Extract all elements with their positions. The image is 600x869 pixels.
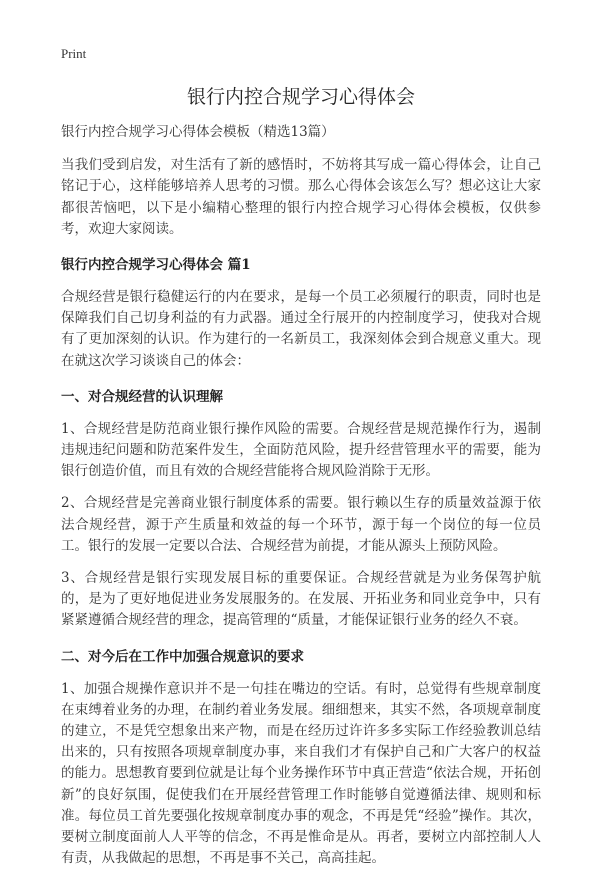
- section-heading-1: 一、对合规经营的认识理解: [61, 388, 223, 405]
- section-heading-2: 二、对今后在工作中加强合规意识的要求: [61, 648, 304, 665]
- section2-paragraph-1: 1、加强合规操作意识并不是一句挂在嘴边的空话。有时，总觉得有些规章制度在束缚着业务的办理，在制约着业务发展。细细想来，其实不然，各项规章制度的建立，不是凭空想象出来产物，而是在经历过许许多多实际工作经验教训总结出来的，只有按照各项规章制度办事，来自我们才有保护自己和广大客户的权益的能力。思想教育要到位就是让每个业务操作环节中真正营造“依法合规，开拓创新”的良好氛围，促使我们在开展经营管理工作时能够自觉遵循法律、规则和标准。每位员工首先要强化按规章制度办事的观念，不再是凭“经验”操作。其次，要树立制度面前人人平等的信念，不再是惟命是从。再者，要树立内部控制人人有责，从我做起的思想，不再是事不关己，高高挂起。: [61, 680, 541, 867]
- document-body: [61, 84, 541, 869]
- print-link[interactable]: Print: [61, 46, 87, 61]
- section1-paragraph-3: 3、合规经营是银行实现发展目标的重要保证。合规经营就是为业务保驾护航的，是为了更好地促进业务发展服务的。在发展、开拓业务和同业竞争中，只有紧紧遵循合规经营的理念，提高管理的“质量，才能保证银行业务的经久不衰。: [61, 570, 541, 629]
- section1-paragraph-2: 2、合规经营是完善商业银行制度体系的需要。银行赖以生存的质量效益源于依法合规经营，源于产生质量和效益的每一个环节，源于每一个岗位的每一位员工。银行的发展一定要以合法、合规经营为前提，才能从源头上预防风险。: [61, 495, 541, 554]
- document-title: 银行内控合规学习心得体会: [186, 86, 415, 108]
- article-heading: 银行内控合规学习心得体会 篇1: [61, 257, 251, 274]
- document-subtitle: 银行内控合规学习心得体会模板（精选13篇）: [61, 124, 335, 140]
- article-intro-paragraph: 合规经营是银行稳健运行的内在要求，是每一个员工必须履行的职责，同时也是保障我们自己切身利益的有力武器。通过全行展开的内控制度学习，使我对合规有了更加深刻的认识。作为建行的一名新员工，我深刻体会到合规意义重大。现在就这次学习谈谈自己的体会：: [61, 289, 541, 369]
- intro-paragraph: 当我们受到启发，对生活有了新的感悟时，不妨将其写成一篇心得体会，让自己铭记于心，这样能够培养人思考的习惯。那么心得体会该怎么写？想必这让大家都很苦恼吧，以下是小编精心整理的银行内控合规学习心得体会模板，仅供参考，欢迎大家阅读。: [61, 157, 541, 237]
- section1-paragraph-1: 1、合规经营是防范商业银行操作风险的需要。合规经营是规范操作行为，遏制违规违纪问题和防范案件发生，全面防范风险，提升经营管理水平的需要，能为银行创造价值，而且有效的合规经营能将合规风险消除于无形。: [61, 420, 541, 480]
